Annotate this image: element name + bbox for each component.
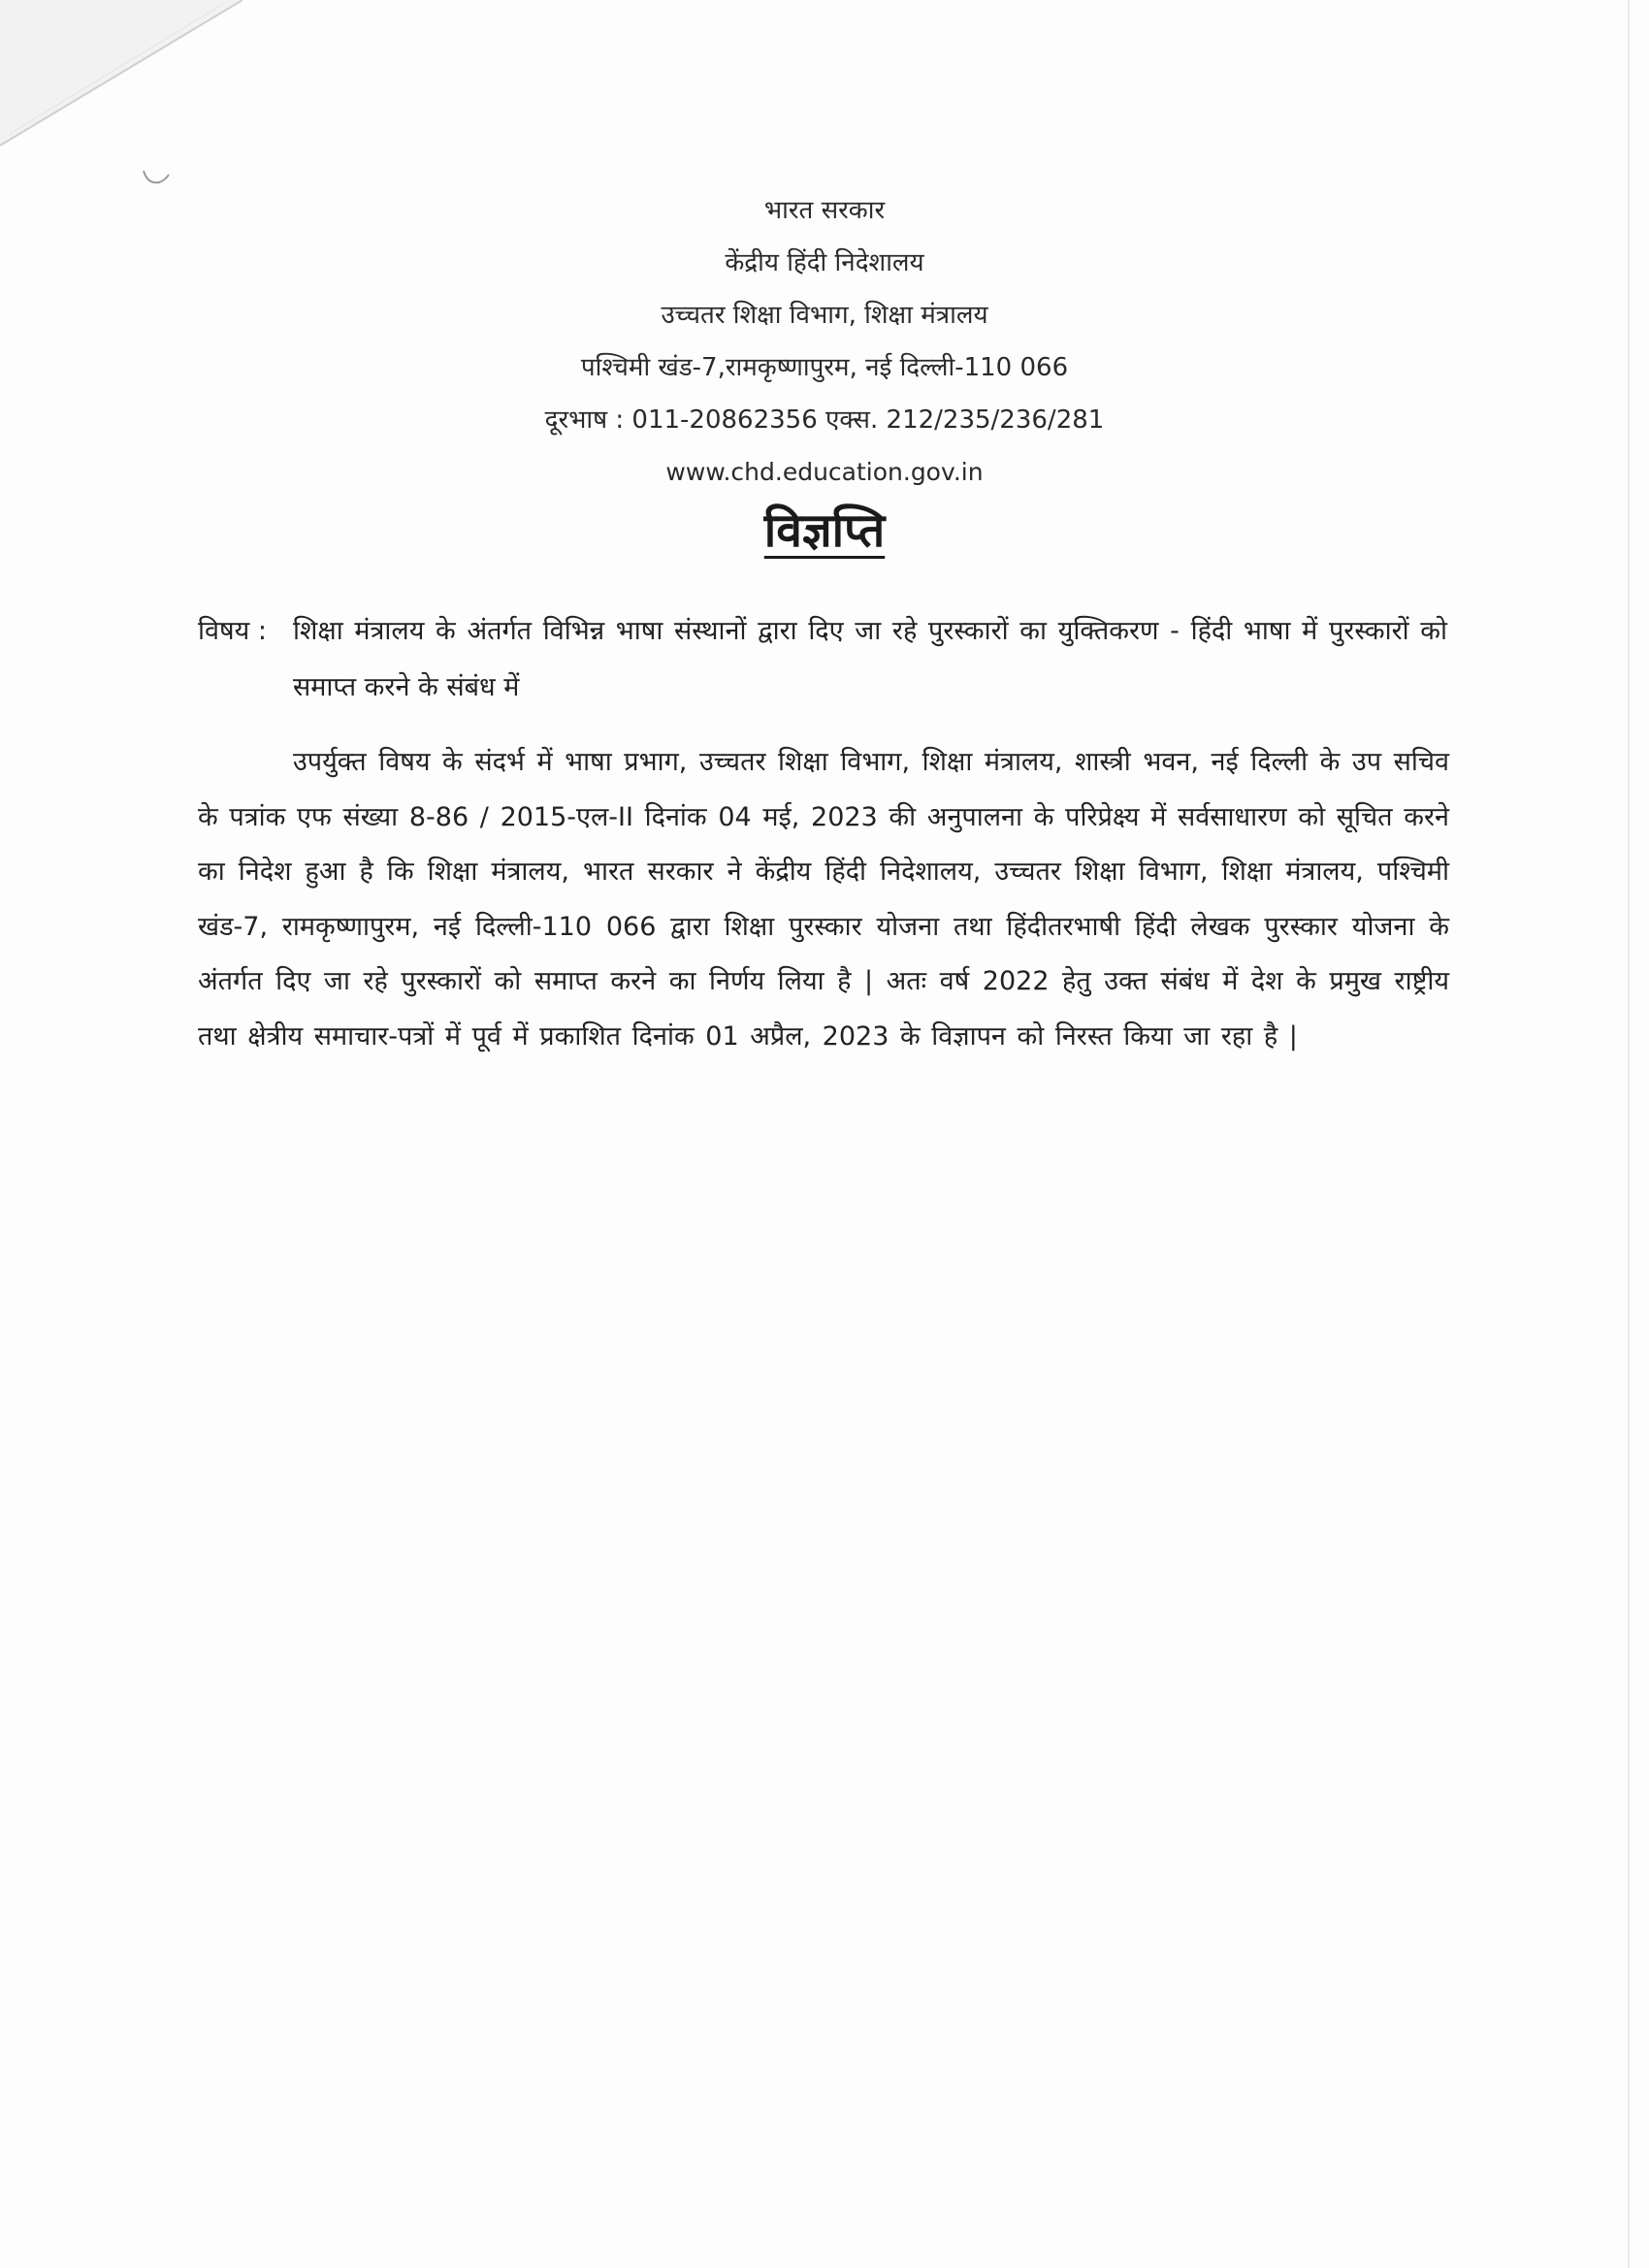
header-address: पश्चिमी खंड-7,रामकृष्णापुरम, नई दिल्ली-110 066 [580, 353, 1069, 382]
header-government: भारत सरकार [763, 196, 886, 225]
notice-title: विज्ञप्ति [763, 503, 886, 558]
header-website: www.chd.education.gov.in [665, 458, 984, 486]
letterhead [0, 184, 1649, 499]
header-directorate: केंद्रीय हिंदी निदेशालय [725, 248, 924, 277]
header-department: उच्चतर शिक्षा विभाग, शिक्षा मंत्रालय [661, 301, 988, 330]
subject-text: शिक्षा मंत्रालय के अंतर्गत विभिन्न भाषा संस्थानों द्वारा दिए जा रहे पुरस्कारों का युक्तिकरण - हिंदी भाषा में पुरस्कारों को समाप्त करने के संबंध में [293, 616, 1447, 702]
notice-body-paragraph: उपर्युक्त विषय के संदर्भ में भाषा प्रभाग, उच्चतर शिक्षा विभाग, शिक्षा मंत्रालय, शास्त्री भवन, नई दिल्ली के उप सचिव के पत्रांक एफ संख्या 8-86 / 2015-एल-II दिनांक 04 मई, 2023 की अनुपालना के परिप्रेक्ष्य में सर्वसाधारण को सूचित करने का निदेश हुआ है कि शिक्षा मंत्रालय, भारत सरकार ने केंद्रीय हिंदी निदेशालय, उच्चतर शिक्षा विभाग, शिक्षा मंत्रालय, पश्चिमी खंड-7, रामकृष्णापुरम, नई दिल्ली-110 066 द्वारा शिक्षा पुरस्कार योजना तथा हिंदीतरभाषी हिंदी लेखक पुरस्कार योजना के अंतर्गत दिए जा रहे पुरस्कारों को समाप्त करने का निर्णय लिया है | अतः वर्ष 2022 हेतु उक्त संबंध में देश के प्रमुख राष्ट्रीय तथा क्षेत्रीय समाचार-पत्रों में पूर्व में प्रकाशित दिनांक 01 अप्रैल, 2023 के विज्ञापन को निरस्त किया जा रहा है | [198, 747, 1449, 1052]
subject-label: विषय : [198, 616, 267, 646]
folded-corner-shape [0, 0, 242, 155]
header-phone: दूरभाष : 011-20862356 एक्स. 212/235/236/281 [544, 405, 1105, 435]
